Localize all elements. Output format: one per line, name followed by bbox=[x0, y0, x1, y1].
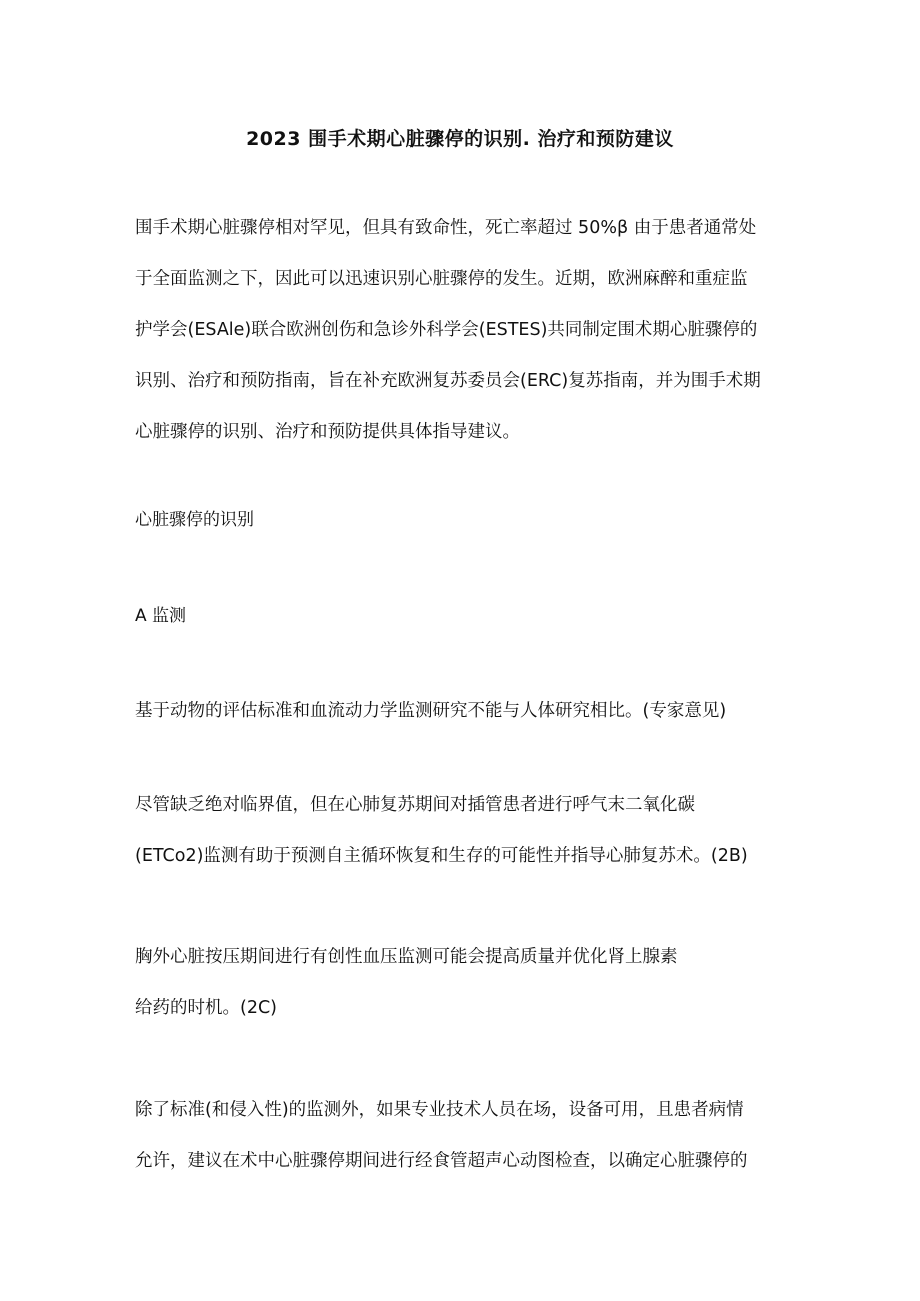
document-title: 2023 围手术期心脏骤停的识别. 治疗和预防建议 bbox=[246, 128, 674, 150]
text-line: 除了标准(和侵入性)的监测外，如果专业技术人员在场，设备可用，且患者病情 bbox=[135, 1100, 744, 1120]
text-line: (ETCo2)监测有助于预测自主循环恢复和生存的可能性并指导心肺复苏术。(2B) bbox=[135, 846, 748, 866]
recommendation-paragraph bbox=[135, 932, 795, 1034]
text-line: 心脏骤停的识别、治疗和预防提供具体指导建议。 bbox=[135, 422, 520, 442]
section-heading: 心脏骤停的识别 bbox=[135, 510, 254, 530]
recommendation-paragraph bbox=[135, 1085, 795, 1187]
text-line: 胸外心脏按压期间进行有创性血压监测可能会提高质量并优化肾上腺素 bbox=[135, 947, 678, 967]
recommendation-paragraph bbox=[135, 780, 795, 882]
text-line: 围手术期心脏骤停相对罕见，但具有致命性，死亡率超过 50%β 由于患者通常处 bbox=[135, 218, 757, 238]
subsection-heading: A 监测 bbox=[135, 606, 187, 626]
text-line: 给药的时机。(2C) bbox=[135, 998, 278, 1018]
text-line: 尽管缺乏绝对临界值，但在心肺复苏期间对插管患者进行呼气末二氧化碳 bbox=[135, 795, 695, 815]
text-line: 护学会(ESAle)联合欧洲创伤和急诊外科学会(ESTES)共同制定围术期心脏骤停的 bbox=[135, 320, 758, 340]
text-line: 允许，建议在术中心脏骤停期间进行经食管超声心动图检查，以确定心脏骤停的 bbox=[135, 1151, 748, 1171]
text-line: 基于动物的评估标准和血流动力学监测研究不能与人体研究相比。(专家意见) bbox=[135, 701, 727, 721]
text-line: 于全面监测之下，因此可以迅速识别心脏骤停的发生。近期，欧洲麻醉和重症监 bbox=[135, 269, 748, 289]
text-line: 识别、治疗和预防指南，旨在补充欧洲复苏委员会(ERC)复苏指南，并为围手术期 bbox=[135, 371, 761, 391]
recommendation-paragraph bbox=[135, 686, 795, 737]
intro-paragraph bbox=[135, 203, 795, 458]
